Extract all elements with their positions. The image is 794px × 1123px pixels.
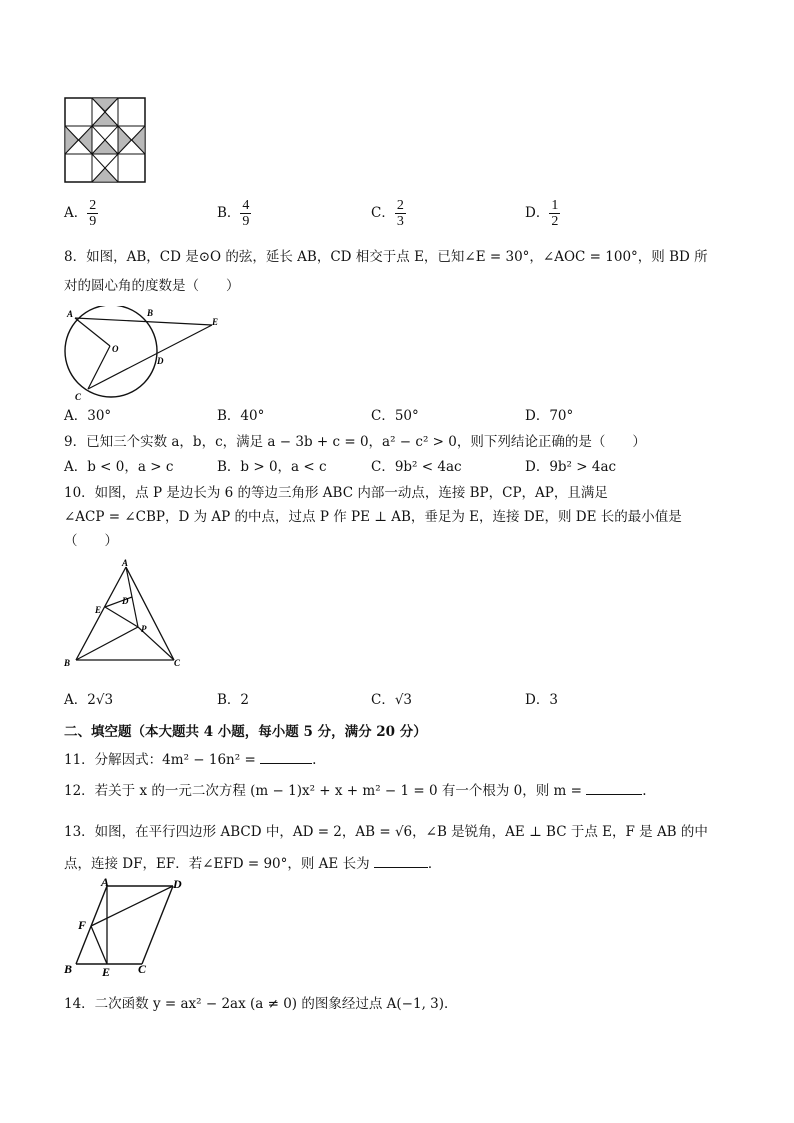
q13-label-f: F [78, 918, 87, 932]
q13-text-line2 [64, 854, 441, 874]
q9-option-d: D．9b² > 4ac [525, 459, 617, 475]
q10-text-line2: ∠ACP = ∠CBP，D 为 AP 的中点，过点 P 作 PE ⊥ AB，垂足为 E，连接 DE，则 DE 长的最小值是 [64, 509, 682, 525]
q10-label-e: E [95, 605, 102, 615]
q10-option-d: D．3 [525, 692, 558, 708]
section2-heading: 二、填空题（本大题共 4 小题，每小题 5 分，满分 20 分） [64, 724, 427, 740]
q10-label-d: D [122, 596, 129, 606]
q8-label-a: A [67, 309, 74, 319]
q13-text-line1: 13．如图，在平行四边形 ABCD 中，AD = 2，AB = √6，∠B 是锐角，AE ⊥ BC 于点 E，F 是 AB 的中 [64, 824, 708, 840]
q12-text [64, 781, 647, 801]
q13-label-d: D [173, 877, 182, 891]
q8-text-line1: 8．如图，AB，CD 是⊙O 的弦，延长 AB，CD 相交于点 E，已知∠E = 30°，∠AOC = 100°，则 BD 所 [64, 249, 708, 265]
q8-option-c: C．50° [371, 408, 419, 424]
q11-end: . [312, 752, 317, 768]
q10-option-a: A．2√3 [64, 692, 114, 708]
q9-option-c: C．9b² < 4ac [371, 459, 462, 475]
q12-prompt: 12．若关于 x 的一元二次方程 (m − 1)x² + x + m² − 1 = 0 有一个根为 0，则 m = [64, 783, 582, 799]
q9-text-line1: 9．已知三个实数 a，b，c，满足 a − 3b + c = 0，a² − c² > 0，则下列结论正确的是（ ） [64, 434, 646, 450]
q11-text [64, 750, 316, 770]
q11-prompt: 11．分解因式：4m² − 16n² = [64, 752, 256, 768]
q10-option-c: C．√3 [371, 692, 413, 708]
q12-answer-blank [586, 781, 642, 795]
q13-end: ． [427, 856, 442, 872]
q8-label-e: E [212, 317, 219, 327]
q8-label-b: B [147, 308, 154, 318]
q10-label-a: A [122, 558, 129, 568]
q13-prompt: 点，连接 DF，EF．若∠EFD = 90°，则 AE 长为 [64, 856, 370, 872]
q7-option-a: A． $\frac{2}{9}$ [64, 198, 97, 229]
q8-circle-figure [60, 306, 230, 404]
q10-label-p: P [141, 624, 147, 634]
q9-option-a: A．b < 0，a > c [64, 459, 174, 475]
q14-text: 14．二次函数 y = ax² − 2ax (a ≠ 0) 的图象经过点 A(−1, 3)． [64, 996, 458, 1012]
q8-option-b: B．40° [217, 408, 265, 424]
q11-answer-blank [260, 750, 312, 764]
q13-parallelogram-figure [60, 876, 200, 980]
q10-text-line3: （ ） [64, 533, 118, 549]
q8-label-c: C [75, 392, 82, 402]
q13-answer-blank [374, 854, 428, 868]
q7-grid-figure [64, 97, 146, 183]
q13-label-b: B [64, 962, 73, 976]
q13-label-e: E [102, 965, 111, 979]
q10-label-b: B [64, 658, 71, 668]
q10-triangle-figure [60, 558, 190, 670]
q8-label-d: D [157, 356, 164, 366]
q8-label-o: O [112, 344, 119, 354]
q8-option-a: A．30° [64, 408, 112, 424]
q10-text-line1: 10．如图，点 P 是边长为 6 的等边三角形 ABC 内部一动点，连接 BP，CP，AP，且满足 [64, 485, 608, 501]
q12-end: . [642, 783, 647, 799]
q8-text-line2: 对的圆心角的度数是（ ） [64, 278, 240, 294]
q7-option-c: C． $\frac{2}{3}$ [371, 198, 404, 229]
q7-option-b: B． $\frac{4}{9}$ [217, 198, 250, 229]
q13-label-c: C [138, 962, 147, 976]
q9-option-b: B．b > 0，a < c [217, 459, 327, 475]
q7-option-d: D． $\frac{1}{2}$ [525, 198, 559, 229]
q8-option-d: D．70° [525, 408, 574, 424]
q10-label-c: C [174, 658, 181, 668]
q13-label-a: A [101, 876, 110, 889]
q10-option-b: B．2 [217, 692, 250, 708]
